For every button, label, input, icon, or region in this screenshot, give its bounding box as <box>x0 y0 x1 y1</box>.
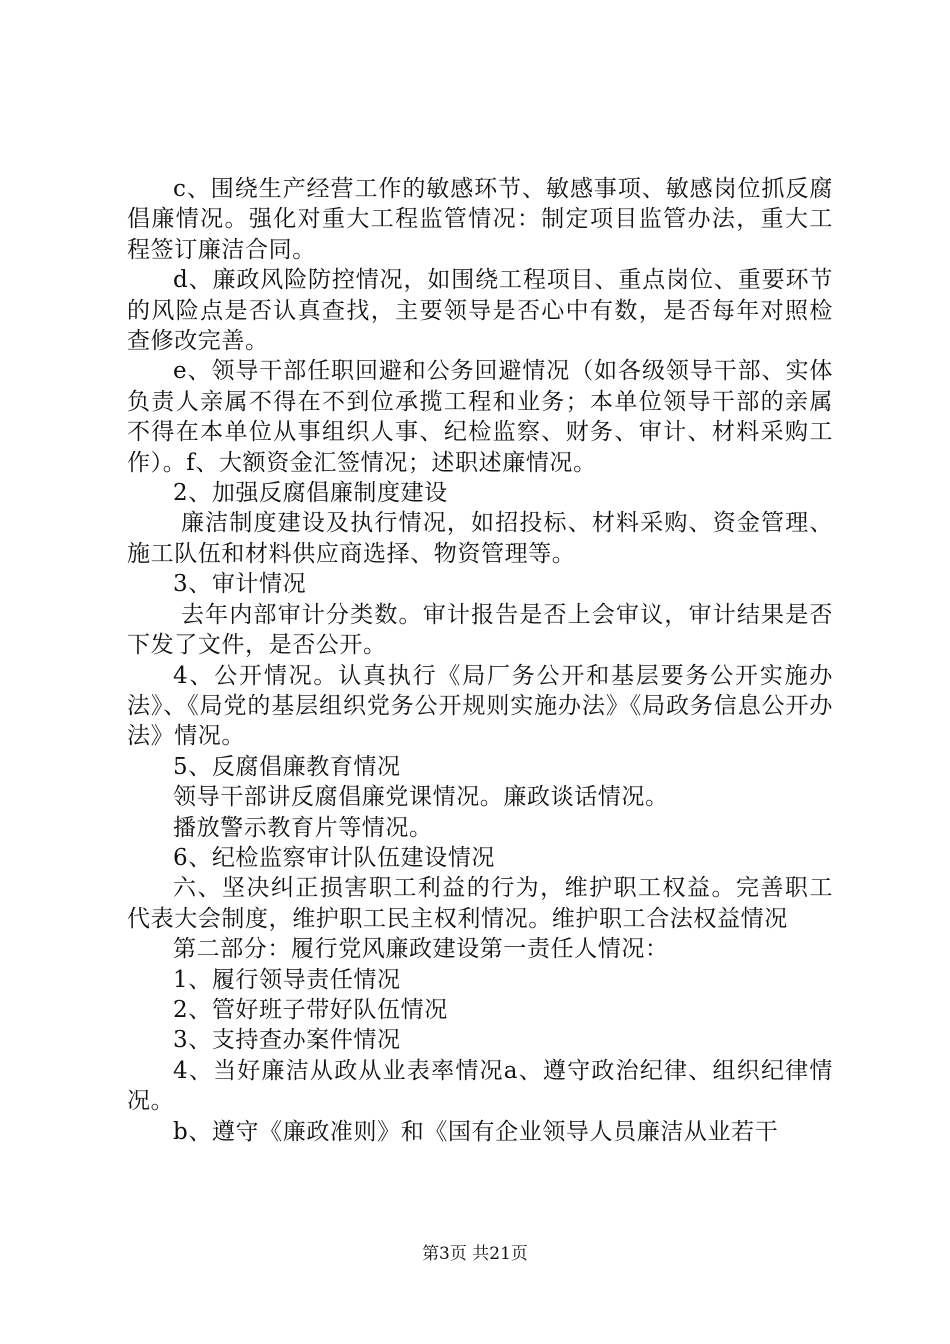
paragraph-b: b、遵守《廉政准则》和《国有企业领导人员廉洁从业若干 <box>173 1118 779 1145</box>
heading-part-two: 第二部分：履行党风廉政建设第一责任人情况： <box>173 936 669 963</box>
heading-6: 6、纪检监察审计队伍建设情况 <box>173 844 496 871</box>
paragraph-c: c、围绕生产经营工作的敏感环节、敏感事项、敏感岗位抓反腐倡廉情况。强化对重大工程监管情况：制定项目监管办法，重大工程签订廉洁合同。 <box>127 176 833 263</box>
paragraph-e: e、领导干部任职回避和公务回避情况（如各级领导干部、实体负责人亲属不得在不到位承揽工程和业务；本单位领导干部的亲属不得在本单位从事组织人事、纪检监察、财务、审计、材料采购工作）。f、大额资金汇签情况；述职述廉情况。 <box>127 358 833 476</box>
item-1: 1、履行领导责任情况 <box>173 966 401 993</box>
paragraph-education-film: 播放警示教育片等情况。 <box>173 814 433 841</box>
paragraph-system-building: 廉洁制度建设及执行情况，如招投标、材料采购、资金管理、施工队伍和材料供应商选择、物资管理等。 <box>127 510 833 567</box>
paragraph-education-lecture: 领导干部讲反腐倡廉党课情况。廉政谈话情况。 <box>173 784 669 811</box>
paragraph-disclosure: 4、公开情况。认真执行《局厂务公开和基层要务公开实施办法》、《局党的基层组织党务公开规则实施办法》《局政务信息公开办法》情况。 <box>127 662 833 750</box>
heading-5: 5、反腐倡廉教育情况 <box>173 753 401 780</box>
paragraph-d: d、廉政风险防控情况，如围绕工程项目、重点岗位、重要环节的风险点是否认真查找，主要领导是否心中有数，是否每年对照检查修改完善。 <box>127 267 833 355</box>
heading-3: 3、审计情况 <box>173 571 307 598</box>
paragraph-audit: 去年内部审计分类数。审计报告是否上会审议，审计结果是否下发了文件，是否公开。 <box>127 601 833 659</box>
item-4: 4、当好廉洁从政从业表率情况a、遵守政治纪律、组织纪律情况。 <box>127 1057 833 1115</box>
item-2: 2、管好班子带好队伍情况 <box>173 996 448 1023</box>
heading-2: 2、加强反腐倡廉制度建设 <box>173 480 448 507</box>
page-number-footer: 第3页 共21页 <box>422 1244 528 1264</box>
document-body <box>127 174 833 1147</box>
paragraph-section-six: 六、坚决纠正损害职工利益的行为，维护职工权益。完善职工代表大会制度，维护职工民主权利情况。维护职工合法权益情况 <box>127 875 833 932</box>
item-3: 3、支持查办案件情况 <box>173 1027 401 1054</box>
